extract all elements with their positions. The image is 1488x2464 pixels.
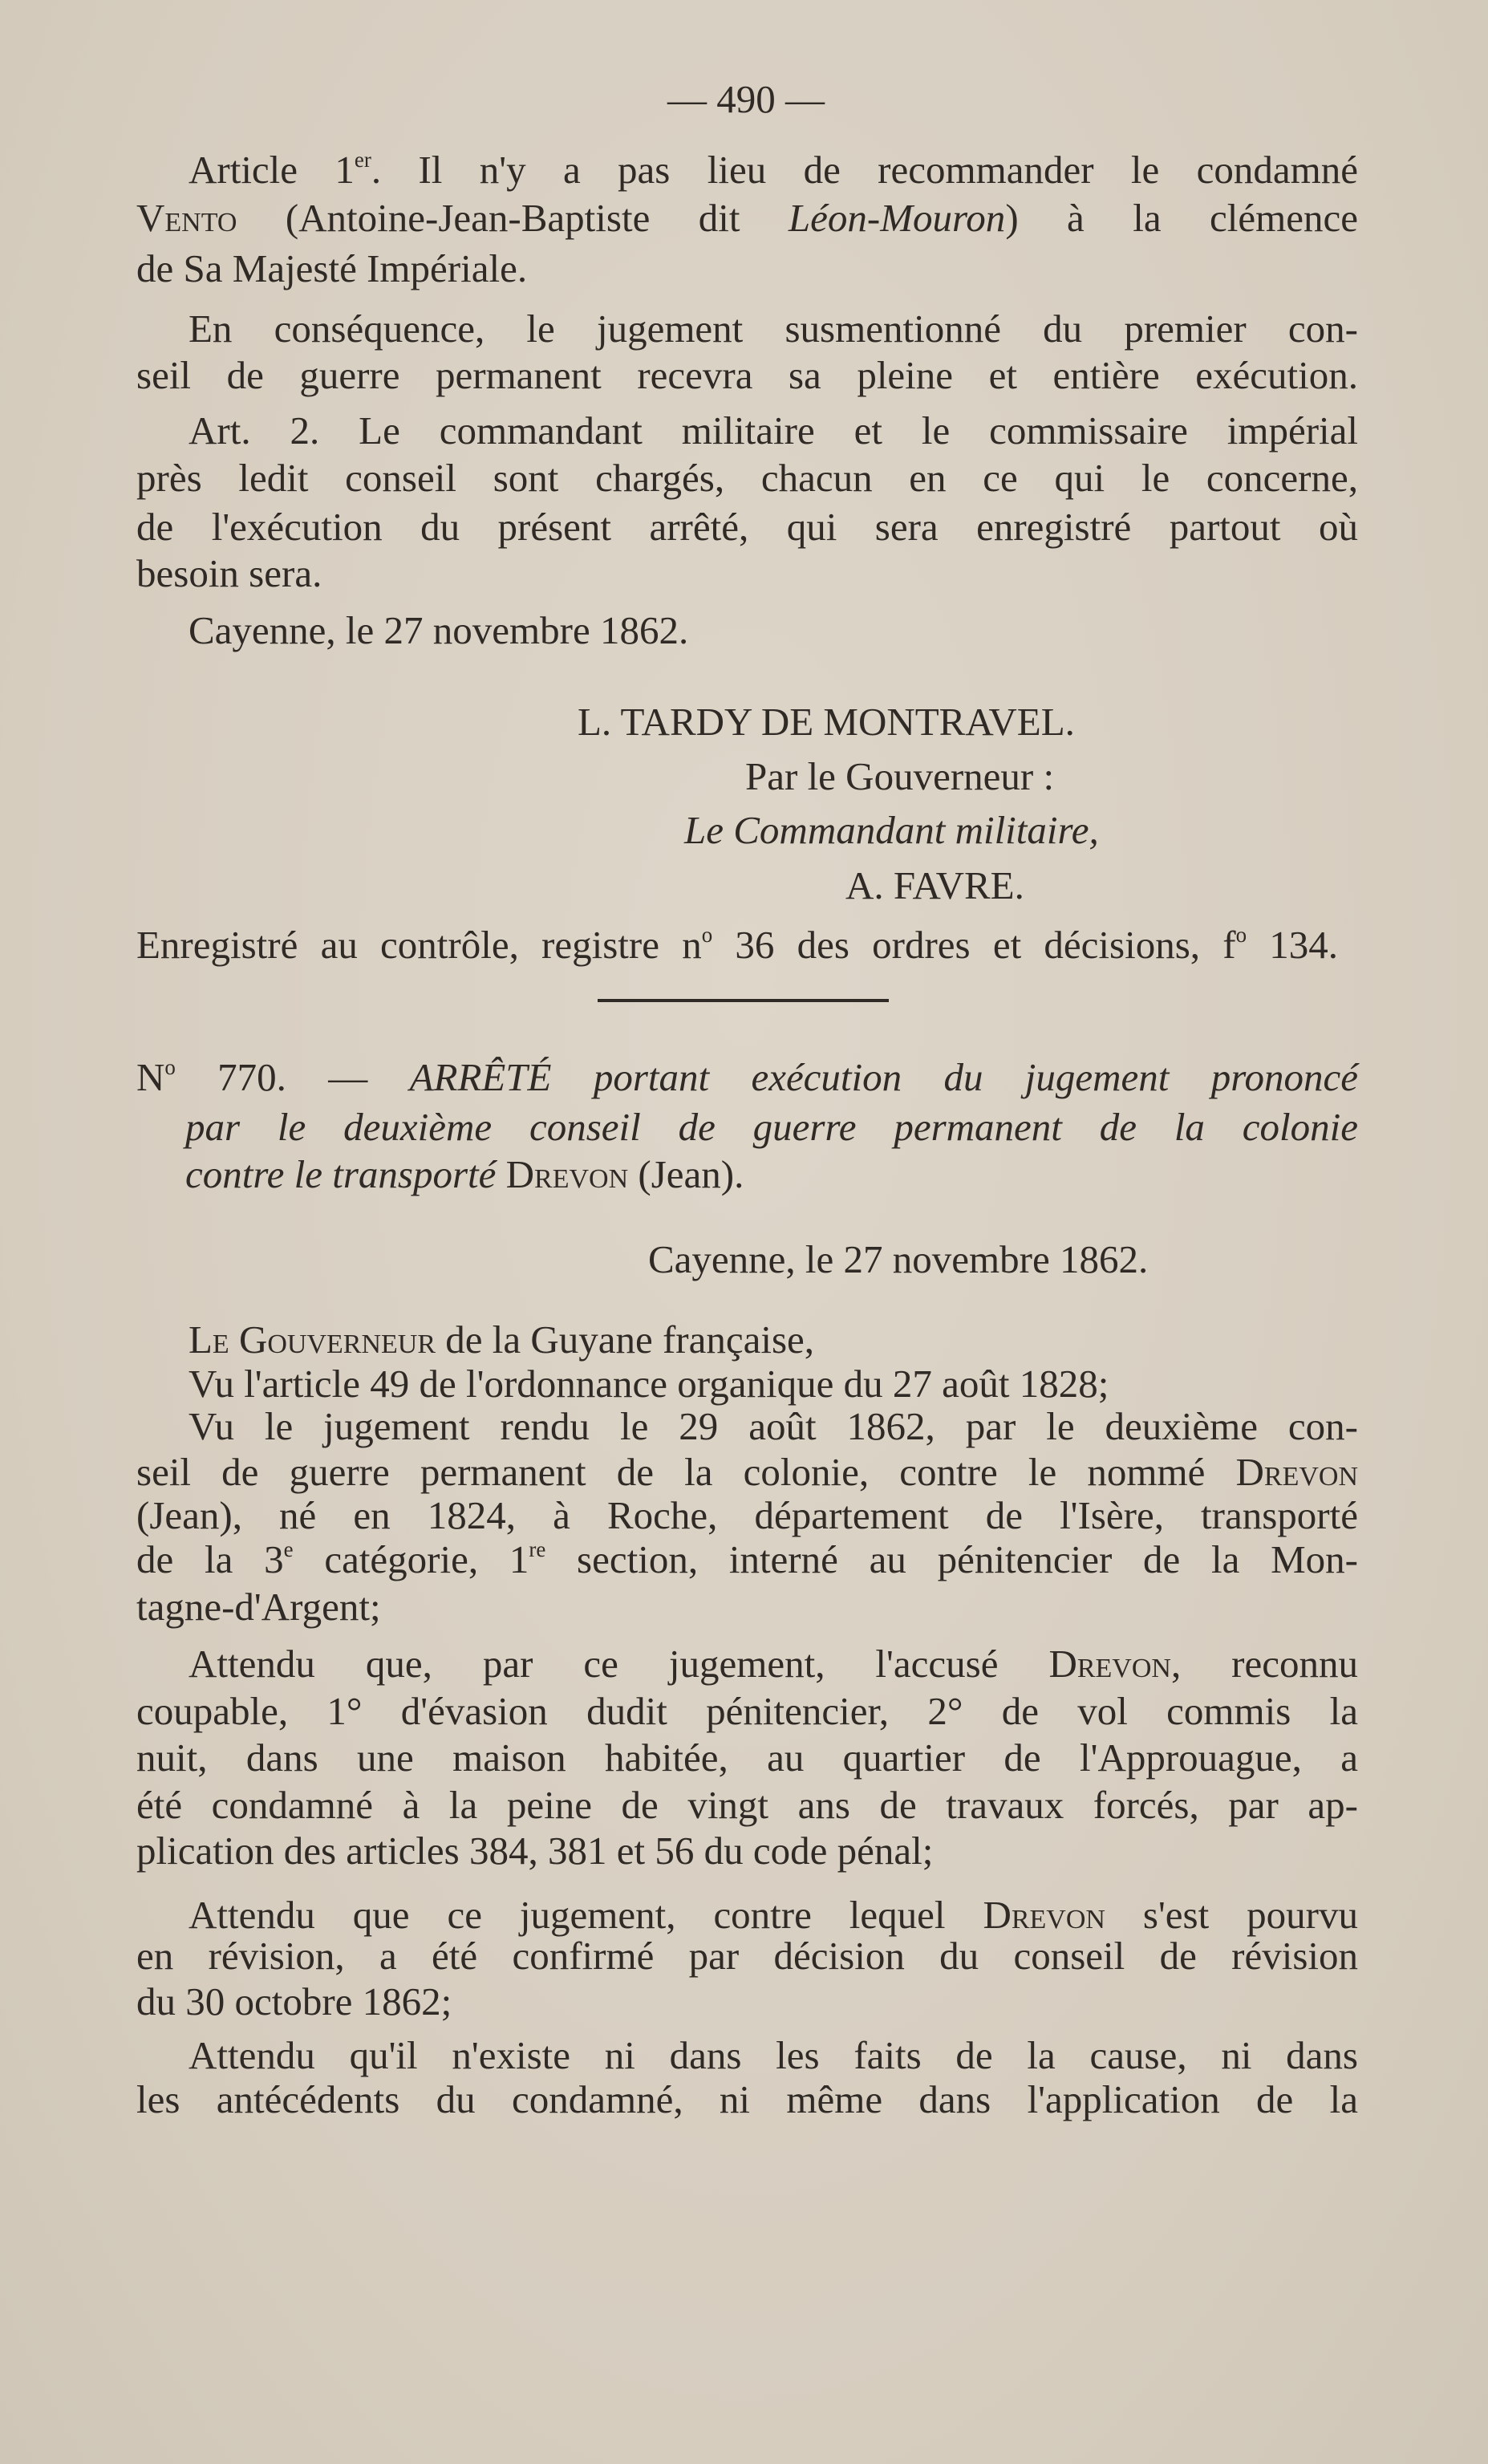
text-segment: Cayenne, le 27 novembre 1862. bbox=[189, 608, 689, 652]
italic-text: contre le transporté bbox=[185, 1152, 506, 1196]
text-line bbox=[745, 751, 1358, 802]
text-line bbox=[136, 350, 1358, 401]
page-number: — 490 — bbox=[667, 77, 825, 121]
text-segment: tagne-d'Argent; bbox=[136, 1585, 381, 1629]
text-line bbox=[189, 405, 1358, 457]
text-segment: En conséquence, le jugement susmentionné du premier con- bbox=[189, 306, 1358, 351]
small-caps-name: Drevon bbox=[1235, 1450, 1358, 1494]
text-segment: de l'exécution du présent arrêté, qui sera enregistré partout où bbox=[136, 505, 1358, 549]
text-segment: nuit, dans une maison habitée, au quartier de l'Approuague, a bbox=[136, 1735, 1358, 1780]
superscript: o bbox=[164, 1054, 176, 1079]
italic-text: portant exécution du jugement prononcé bbox=[551, 1055, 1358, 1099]
text-segment: besoin sera. bbox=[136, 551, 322, 595]
text-line bbox=[189, 605, 1358, 656]
superscript: re bbox=[529, 1536, 546, 1561]
text-segment: Enregistré au contrôle, registre n bbox=[136, 923, 702, 967]
text-line bbox=[189, 1401, 1358, 1452]
text-line bbox=[648, 1234, 1358, 1285]
text-segment: Vu le jugement rendu le 29 août 1862, par le deuxième con- bbox=[189, 1404, 1358, 1448]
italic-text: ARRÊTÉ bbox=[409, 1055, 552, 1099]
text-line bbox=[136, 501, 1358, 553]
text-segment: Art. 2. Le commandant militaire et le commissaire impérial bbox=[189, 408, 1358, 453]
text-line bbox=[136, 193, 1358, 244]
text-segment: seil de guerre permanent recevra sa pleine et entière exécution. bbox=[136, 353, 1358, 397]
text-segment: catégorie, 1 bbox=[293, 1537, 529, 1581]
text-line bbox=[136, 1825, 1358, 1877]
small-caps-name: Drevon bbox=[1048, 1642, 1171, 1686]
text-line bbox=[136, 1732, 1358, 1784]
text-segment: du 30 octobre 1862; bbox=[136, 1979, 452, 2024]
text-segment: de la Guyane française, bbox=[436, 1317, 815, 1362]
text-segment: , reconnu bbox=[1170, 1642, 1358, 1686]
text-line bbox=[136, 1534, 1358, 1585]
text-segment: Attendu que, par ce jugement, l'accusé bbox=[189, 1642, 1049, 1686]
text-line bbox=[845, 860, 1358, 911]
text-segment: s'est pourvu bbox=[1105, 1893, 1358, 1937]
section-divider bbox=[598, 999, 889, 1002]
text-segment: 134. bbox=[1247, 923, 1339, 967]
superscript: o bbox=[1235, 922, 1247, 947]
text-segment: de la 3 bbox=[136, 1537, 284, 1581]
italic-text: Le Commandant militaire, bbox=[684, 808, 1099, 852]
small-caps-name: Le Gouverneur bbox=[189, 1317, 436, 1362]
text-segment: Par le Gouverneur : bbox=[745, 754, 1055, 798]
text-line bbox=[136, 2074, 1358, 2125]
text-segment: A. FAVRE. bbox=[845, 863, 1024, 907]
small-caps-name: Drevon bbox=[505, 1152, 629, 1196]
text-segment: coupable, 1° d'évasion dudit pénitencier, 2° de vol commis la bbox=[136, 1689, 1358, 1733]
text-segment: en révision, a été confirmé par décision du conseil de révision bbox=[136, 1934, 1358, 1978]
text-line bbox=[578, 696, 1358, 748]
text-line bbox=[136, 1581, 1358, 1633]
text-line bbox=[136, 1052, 1358, 1103]
text-segment: été condamné à la peine de vingt ans de travaux forcés, par ap- bbox=[136, 1783, 1358, 1827]
text-segment: plication des articles 384, 381 et 56 du code pénal; bbox=[136, 1829, 934, 1873]
superscript: e bbox=[283, 1536, 294, 1561]
italic-text: Léon-Mouron bbox=[788, 196, 1006, 240]
text-segment: L. TARDY DE MONTRAVEL. bbox=[578, 700, 1075, 744]
text-line bbox=[185, 1149, 1358, 1200]
text-line bbox=[136, 1930, 1358, 1982]
text-line bbox=[189, 1638, 1358, 1690]
text-segment: (Antoine-Jean-Baptiste dit bbox=[237, 196, 789, 240]
text-segment: . Il n'y a pas lieu de recommander le condamné bbox=[371, 148, 1358, 192]
text-line bbox=[189, 303, 1358, 355]
text-line bbox=[136, 1976, 1358, 2028]
text-line bbox=[136, 243, 1358, 294]
text-segment: les antécédents du condamné, ni même dans l'application de la bbox=[136, 2077, 1358, 2121]
text-segment: 36 des ordres et décisions, f bbox=[712, 923, 1236, 967]
text-segment: Cayenne, le 27 novembre 1862. bbox=[648, 1237, 1149, 1281]
text-segment: (Jean). bbox=[628, 1152, 744, 1196]
small-caps-name: Vento bbox=[136, 196, 237, 240]
text-line bbox=[136, 1686, 1358, 1737]
text-line bbox=[189, 144, 1358, 196]
text-line bbox=[136, 919, 1338, 971]
text-line bbox=[136, 548, 1358, 599]
superscript: er bbox=[354, 147, 371, 172]
text-segment: Attendu qu'il n'existe ni dans les faits de la cause, ni dans bbox=[189, 2033, 1358, 2077]
italic-text: par le deuxième conseil de guerre permanent de la colonie bbox=[185, 1105, 1358, 1149]
small-caps-name: Drevon bbox=[983, 1893, 1105, 1937]
text-line bbox=[136, 1780, 1358, 1831]
text-line bbox=[185, 1102, 1358, 1153]
text-segment: de Sa Majesté Impériale. bbox=[136, 246, 528, 290]
text-segment: seil de guerre permanent de la colonie, contre le nommé bbox=[136, 1450, 1236, 1494]
text-segment: près ledit conseil sont chargés, chacun en ce qui le concerne, bbox=[136, 456, 1358, 500]
text-segment: (Jean), né en 1824, à Roche, département de l'Isère, transporté bbox=[136, 1493, 1358, 1537]
text-segment: section, interné au pénitencier de la Mon- bbox=[545, 1537, 1358, 1581]
text-segment: Attendu que ce jugement, contre lequel bbox=[189, 1893, 983, 1937]
text-segment: N bbox=[136, 1055, 165, 1099]
text-segment: Article 1 bbox=[189, 148, 355, 192]
text-line bbox=[136, 453, 1358, 504]
text-segment: 770. — bbox=[175, 1055, 410, 1099]
text-line bbox=[684, 805, 1358, 856]
text-segment: Vu l'article 49 de l'ordonnance organique du 27 août 1828; bbox=[189, 1362, 1109, 1406]
text-segment: ) à la clémence bbox=[1005, 196, 1358, 240]
superscript: o bbox=[701, 922, 713, 947]
